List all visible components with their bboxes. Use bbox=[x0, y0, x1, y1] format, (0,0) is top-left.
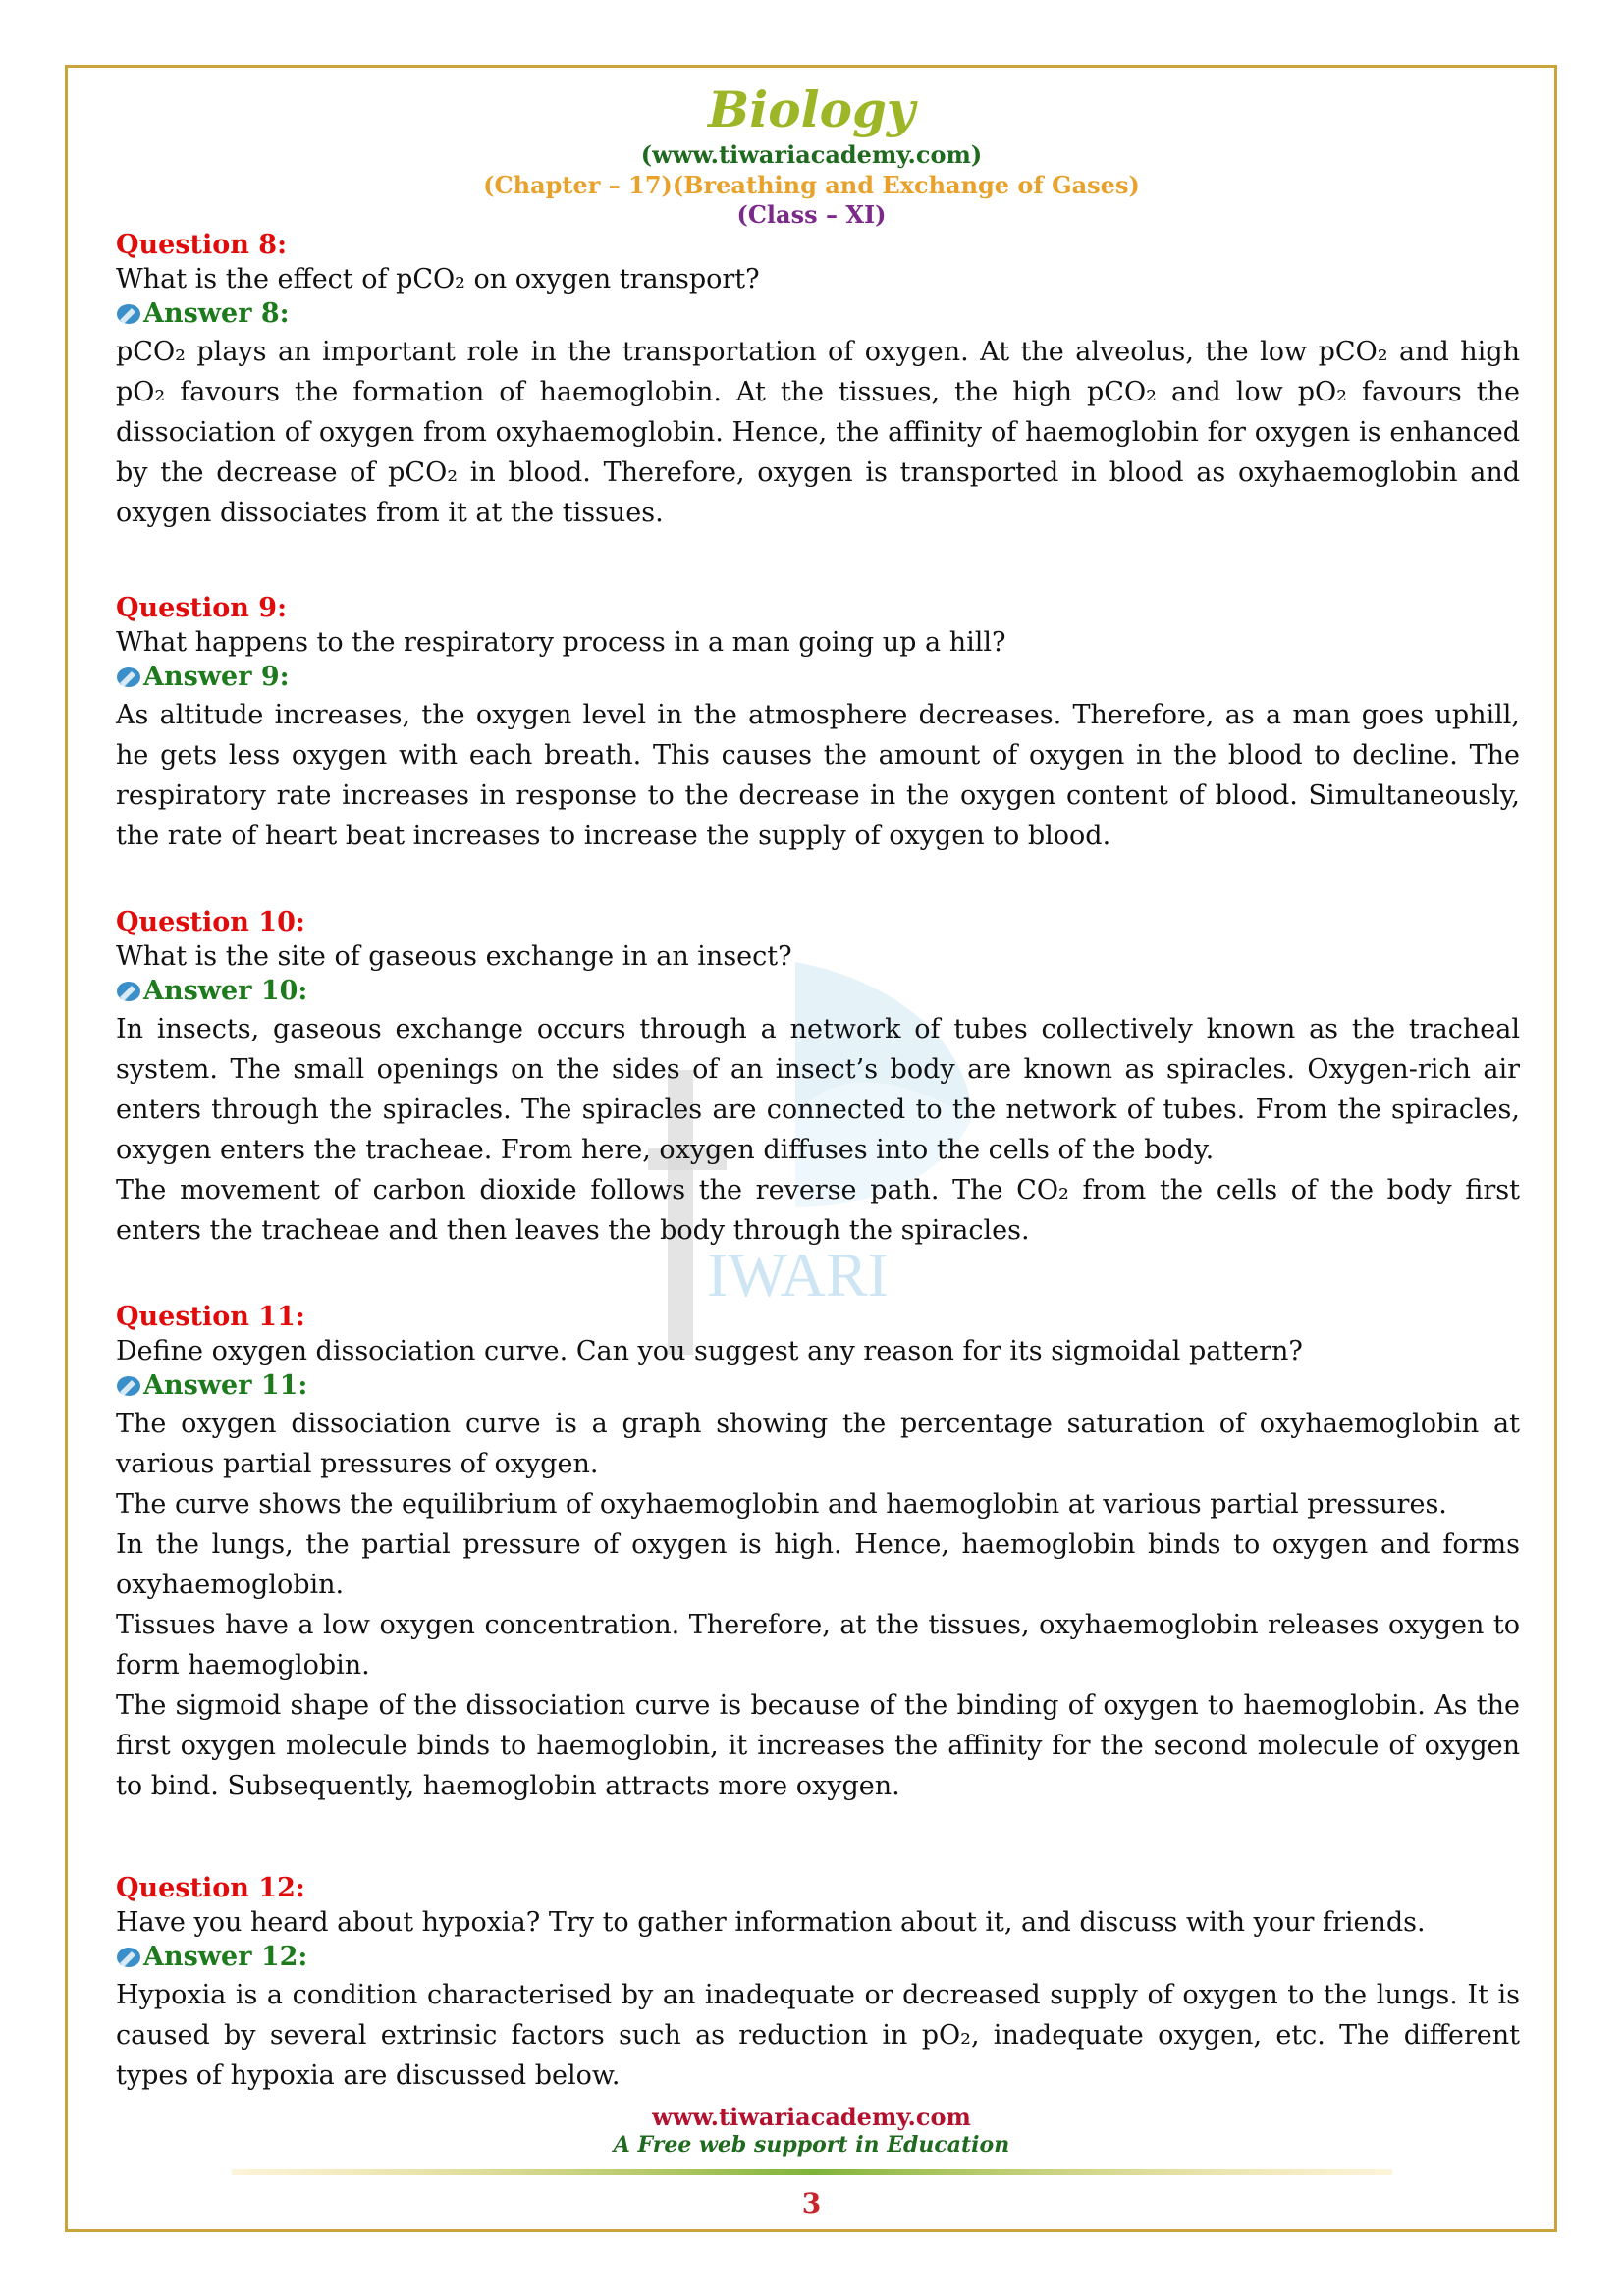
question-block-8 bbox=[116, 228, 1520, 533]
answer-paragraph: The sigmoid shape of the dissociation curve is because of the binding of oxygen to haemoglobin. As the first oxygen molecule binds to haemoglobin, it increases the affinity for the second molecule of oxygen to bind. Subsequently, haemoglobin attracts more oxygen. bbox=[116, 1690, 1520, 1801]
footer-website: www.tiwariacademy.com bbox=[652, 2103, 971, 2131]
question-block-12 bbox=[116, 1871, 1520, 2096]
question-text: What is the site of gaseous exchange in an insect? bbox=[116, 941, 792, 972]
answer-paragraph: pCO₂ plays an important role in the transportation of oxygen. At the alveolus, the low pCO₂ and high pO₂ favours the formation of haemoglobin. At the tissues, the high pCO₂ and low pO₂ favours the dissociation of oxygen from oxyhaemoglobin. Hence, the affinity of haemoglobin for oxygen is enhanced by the decrease of pCO₂ in blood. Therefore, oxygen is transported in blood as oxyhaemoglobin and oxygen dissociates from it at the tissues. bbox=[116, 337, 1520, 528]
subject-title: Biology bbox=[708, 80, 915, 138]
answer-label bbox=[116, 660, 1520, 695]
question-text: Define oxygen dissociation curve. Can you suggest any reason for its sigmoidal pattern? bbox=[116, 1336, 1303, 1366]
question-label: Question 8: bbox=[116, 230, 288, 260]
question-label: Question 10: bbox=[116, 907, 305, 937]
answer-label bbox=[116, 1940, 1520, 1975]
answer-paragraph: The curve shows the equilibrium of oxyhaemoglobin and haemoglobin at various partial pressures. bbox=[116, 1489, 1447, 1520]
answer-label-text: Answer 8: bbox=[143, 298, 290, 329]
pen-nib-icon bbox=[116, 980, 141, 1003]
answer-paragraph: In insects, gaseous exchange occurs through a network of tubes collectively known as the tracheal system. The small openings on the sides of an insect’s body are known as spiracles. Oxygen-rich air enters through the spiracles. The spiracles are connected to the network of tubes. From the spiracles, oxygen enters the tracheae. From here, oxygen diffuses into the cells of the body. bbox=[116, 1014, 1520, 1165]
question-text: Have you heard about hypoxia? Try to gather information about it, and discuss with your friends. bbox=[116, 1907, 1426, 1938]
question-text: What is the effect of pCO₂ on oxygen transport? bbox=[116, 264, 760, 294]
question-block-10 bbox=[116, 905, 1520, 1251]
question-label: Question 12: bbox=[116, 1873, 305, 1903]
answer-paragraph: Hypoxia is a condition characterised by an inadequate or decreased supply of oxygen to the lungs. It is caused by several extrinsic factors such as reduction in pO₂, inadequate oxygen, etc. The different types of hypoxia are discussed below. bbox=[116, 1980, 1520, 2091]
chapter-title: (Chapter – 17)(Breathing and Exchange of Gases) bbox=[483, 171, 1140, 199]
header-website: (www.tiwariacademy.com) bbox=[640, 140, 983, 169]
footer-divider bbox=[232, 2169, 1392, 2175]
answer-label bbox=[116, 296, 1520, 332]
answer-label bbox=[116, 974, 1520, 1009]
footer-tagline: A Free web support in Education bbox=[613, 2132, 1010, 2158]
answer-label-text: Answer 10: bbox=[143, 976, 308, 1006]
answer-paragraph: In the lungs, the partial pressure of oxygen is high. Hence, haemoglobin binds to oxygen and forms oxyhaemoglobin. bbox=[116, 1529, 1520, 1600]
answer-label-text: Answer 12: bbox=[143, 1942, 308, 1972]
question-label: Question 9: bbox=[116, 593, 288, 623]
answer-label-text: Answer 11: bbox=[143, 1370, 308, 1401]
pen-nib-icon bbox=[116, 1946, 141, 1969]
answer-paragraph: Tissues have a low oxygen concentration. Therefore, at the tissues, oxyhaemoglobin releases oxygen to form haemoglobin. bbox=[116, 1610, 1520, 1681]
question-block-11 bbox=[116, 1300, 1520, 1806]
answer-paragraph: As altitude increases, the oxygen level in the atmosphere decreases. Therefore, as a man goes uphill, he gets less oxygen with each breath. This causes the amount of oxygen in the blood to decline. The respiratory rate increases in response to the decrease in the oxygen content of blood. Simultaneously, the rate of heart beat increases to increase the supply of oxygen to blood. bbox=[116, 700, 1520, 851]
question-block-9 bbox=[116, 591, 1520, 856]
question-text: What happens to the respiratory process in a man going up a hill? bbox=[116, 627, 1006, 658]
answer-label bbox=[116, 1368, 1520, 1404]
class-label: (Class – XI) bbox=[736, 200, 887, 229]
pen-nib-icon bbox=[116, 666, 141, 689]
answer-paragraph: The oxygen dissociation curve is a graph showing the percentage saturation of oxyhaemoglobin at various partial pressures of oxygen. bbox=[116, 1409, 1520, 1479]
answer-paragraph: The movement of carbon dioxide follows the reverse path. The CO₂ from the cells of the body first enters the tracheae and then leaves the body through the spiracles. bbox=[116, 1175, 1520, 1246]
pen-nib-icon bbox=[116, 1374, 141, 1398]
page-header bbox=[0, 80, 1623, 230]
question-label: Question 11: bbox=[116, 1302, 305, 1332]
watermark-text: IWARI bbox=[707, 1240, 889, 1309]
answer-label-text: Answer 9: bbox=[143, 662, 290, 692]
pen-nib-icon bbox=[116, 302, 141, 326]
page-number: 3 bbox=[801, 2187, 822, 2219]
